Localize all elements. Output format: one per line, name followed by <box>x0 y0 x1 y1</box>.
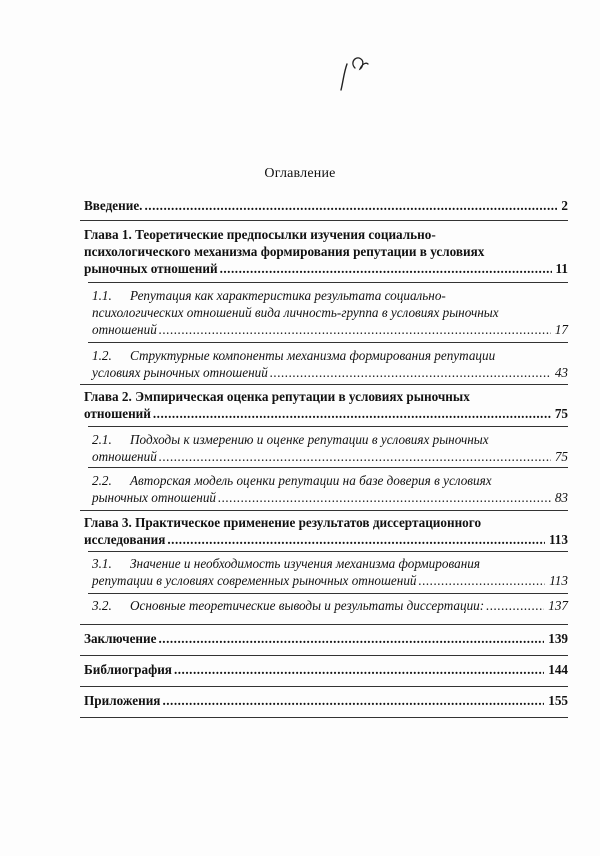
toc-section-3-2[interactable] <box>92 597 568 615</box>
toc-section-3-1-line2[interactable] <box>92 572 568 590</box>
toc-conclusion[interactable] <box>84 630 568 648</box>
toc-chapter1-line3[interactable] <box>84 260 568 278</box>
divider <box>80 624 568 625</box>
leader-dots <box>153 405 551 423</box>
toc-chapter1-line1[interactable]: Глава 1. Теоретические предпосылки изучения социально- <box>84 227 436 242</box>
divider <box>80 510 568 511</box>
leader-dots <box>270 364 551 382</box>
toc-conclusion-label: Заключение <box>84 631 157 646</box>
toc-section-text: репутации в условиях современных рыночных отношений <box>92 573 417 588</box>
toc-conclusion-page: 139 <box>548 631 568 646</box>
divider <box>88 282 568 283</box>
divider <box>88 426 568 427</box>
toc-section-text: Подходы к измерению и оценке репутации в условиях рыночных <box>130 432 489 447</box>
toc-section-number: 3.2. <box>92 598 112 613</box>
toc-section-3-1-page: 113 <box>549 573 568 588</box>
toc-bibliography[interactable] <box>84 661 568 679</box>
leader-dots <box>220 260 552 278</box>
toc-section-1-1-page: 17 <box>554 322 568 337</box>
toc-section-number: 1.1. <box>92 288 112 303</box>
divider <box>80 686 568 687</box>
toc-section-1-1-line1[interactable] <box>92 287 568 305</box>
toc-section-3-2-label: Основные теоретические выводы и результаты диссертации: <box>130 598 485 613</box>
toc-section-number: 1.2. <box>92 348 112 363</box>
toc-bibliography-page: 144 <box>548 662 568 677</box>
divider <box>88 342 568 343</box>
leader-dots <box>174 661 544 679</box>
divider <box>80 717 568 718</box>
leader-dots <box>218 489 551 507</box>
toc-section-text: Авторская модель оценки репутации на базе доверия в условиях <box>130 473 492 488</box>
toc-title: Оглавление <box>264 166 336 181</box>
toc-section-text: отношений <box>92 449 157 464</box>
leader-dots <box>167 531 545 549</box>
leader-dots <box>158 630 544 648</box>
leader-dots <box>486 597 544 615</box>
handwritten-page-mark <box>335 42 395 102</box>
toc-chapter2-line2[interactable] <box>84 405 568 423</box>
toc-section-1-2-line2[interactable] <box>92 364 568 382</box>
toc-section-text: Структурные компоненты механизма формирования репутации <box>130 348 496 363</box>
toc-section-text: Репутация как характеристика результата социально- <box>130 288 446 303</box>
toc-bibliography-label: Библиография <box>84 662 172 677</box>
toc-section-1-2-page: 43 <box>554 365 568 380</box>
toc-section-1-1-line3[interactable] <box>92 321 568 339</box>
toc-chapter3-line2[interactable] <box>84 531 568 549</box>
toc-section-number: 2.2. <box>92 473 112 488</box>
toc-introduction-label: Введение. <box>84 198 143 213</box>
toc-section-1-1-line2[interactable]: психологических отношений вида личность-группа в условиях рыночных <box>92 305 499 320</box>
leader-dots <box>162 692 544 710</box>
toc-section-2-2-page: 83 <box>554 490 568 505</box>
toc-section-text: условиях рыночных отношений <box>92 365 268 380</box>
divider <box>80 220 568 221</box>
leader-dots <box>419 572 546 590</box>
toc-appendices[interactable] <box>84 692 568 710</box>
leader-dots <box>159 321 551 339</box>
toc-section-1-2-line1[interactable] <box>92 347 568 365</box>
toc-chapter2-page: 75 <box>554 406 568 421</box>
toc-section-3-2-page: 137 <box>548 598 568 613</box>
toc-chapter3-line2-text: исследования <box>84 532 166 547</box>
toc-introduction-page: 2 <box>561 198 568 213</box>
toc-section-2-1-line2[interactable] <box>92 448 568 466</box>
toc-section-3-1-line1[interactable] <box>92 555 568 573</box>
divider <box>80 384 568 385</box>
toc-chapter1-line2[interactable]: психологического механизма формирования репутации в условиях <box>84 244 485 259</box>
divider <box>88 593 568 594</box>
toc-section-number: 3.1. <box>92 556 112 571</box>
divider <box>80 655 568 656</box>
toc-chapter2-line1[interactable]: Глава 2. Эмпирическая оценка репутации в условиях рыночных <box>84 389 470 404</box>
divider <box>88 551 568 552</box>
toc-chapter1-line3-text: рыночных отношений <box>84 261 218 276</box>
toc-chapter2-line2-text: отношений <box>84 406 151 421</box>
toc-section-text: рыночных отношений <box>92 490 217 505</box>
leader-dots <box>159 448 551 466</box>
toc-section-text: отношений <box>92 322 157 337</box>
toc-chapter1-page: 11 <box>555 261 568 276</box>
toc-section-2-2-line2[interactable] <box>92 489 568 507</box>
toc-introduction[interactable] <box>84 197 568 215</box>
leader-dots <box>144 197 557 215</box>
toc-chapter3-line1[interactable]: Глава 3. Практическое применение результатов диссертационного <box>84 515 482 530</box>
toc-appendices-page: 155 <box>548 693 568 708</box>
toc-section-2-1-page: 75 <box>554 449 568 464</box>
toc-section-2-2-line1[interactable] <box>92 472 568 490</box>
toc-appendices-label: Приложения <box>84 693 161 708</box>
toc-section-number: 2.1. <box>92 432 112 447</box>
toc-chapter3-page: 113 <box>548 532 568 547</box>
toc-section-2-1-line1[interactable] <box>92 431 568 449</box>
toc-section-text <box>92 597 484 615</box>
toc-section-text: Значение и необходимость изучения механизма формирования <box>130 556 480 571</box>
divider <box>88 467 568 468</box>
